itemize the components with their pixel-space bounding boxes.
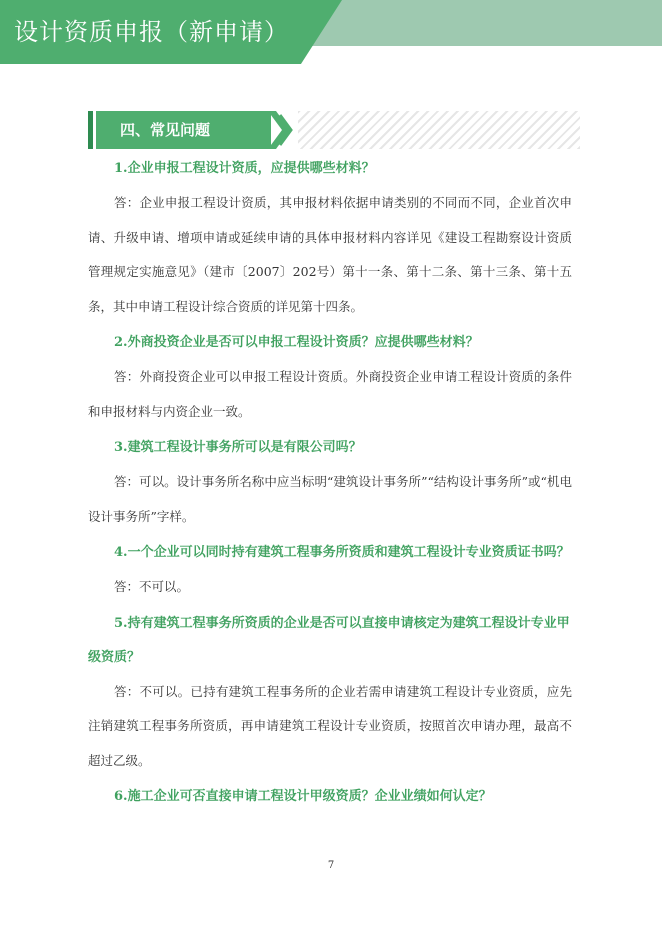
faq-answer: 答：外商投资企业可以申报工程设计资质。外商投资企业申请工程设计资质的条件和申报材料与内资企业一致。 xyxy=(88,369,572,419)
faq-answer: 答：不可以。已持有建筑工程事务所的企业若需申请建筑工程设计专业资质，应先注销建筑工程事务所资质，再申请建筑工程设计专业资质，按照首次申请办理，最高不超过乙级。 xyxy=(88,683,572,768)
document-title: 设计资质申报（新申请） xyxy=(14,18,289,46)
faq-answer: 答：企业申报工程设计资质，其申报材料依据申请类别的不同而不同，企业首次申请、升级申请、增项申请或延续申请的具体申报材料内容详见《建设工程勘察设计资质管理规定实施意见》（建市〔2007〕202号）第十一条、第十二条、第十三条、第十五条，其中申请工程设计综合资质的详见第十四条。 xyxy=(88,195,572,314)
faq-question: 1.企业申报工程设计资质，应提供哪些材料？ xyxy=(114,161,375,176)
faq-list xyxy=(88,150,572,814)
faq-answer: 答：可以。设计事务所名称中应当标明“建筑设计事务所”“结构设计事务所”或“机电设计事务所”字样。 xyxy=(88,474,572,524)
section-stripe-decoration xyxy=(298,111,580,149)
faq-question: 2.外商投资企业是否可以申报工程设计资质？应提供哪些材料？ xyxy=(114,335,479,350)
faq-question: 5.持有建筑工程事务所资质的企业是否可以直接申请核定为建筑工程设计专业甲级资质？ xyxy=(88,615,570,665)
page-number: 7 xyxy=(327,860,335,871)
faq-question: 4.一个企业可以同时持有建筑工程事务所资质和建筑工程设计专业资质证书吗？ xyxy=(114,545,570,560)
faq-question: 6.施工企业可否直接申请工程设计甲级资质？企业业绩如何认定？ xyxy=(114,789,492,804)
section-title: 四、常见问题 xyxy=(120,121,211,139)
section-accent-bar xyxy=(88,111,93,149)
double-chevron-icon xyxy=(268,111,298,149)
faq-answer: 答：不可以。 xyxy=(114,579,190,594)
faq-question: 3.建筑工程设计事务所可以是有限公司吗？ xyxy=(114,440,362,455)
